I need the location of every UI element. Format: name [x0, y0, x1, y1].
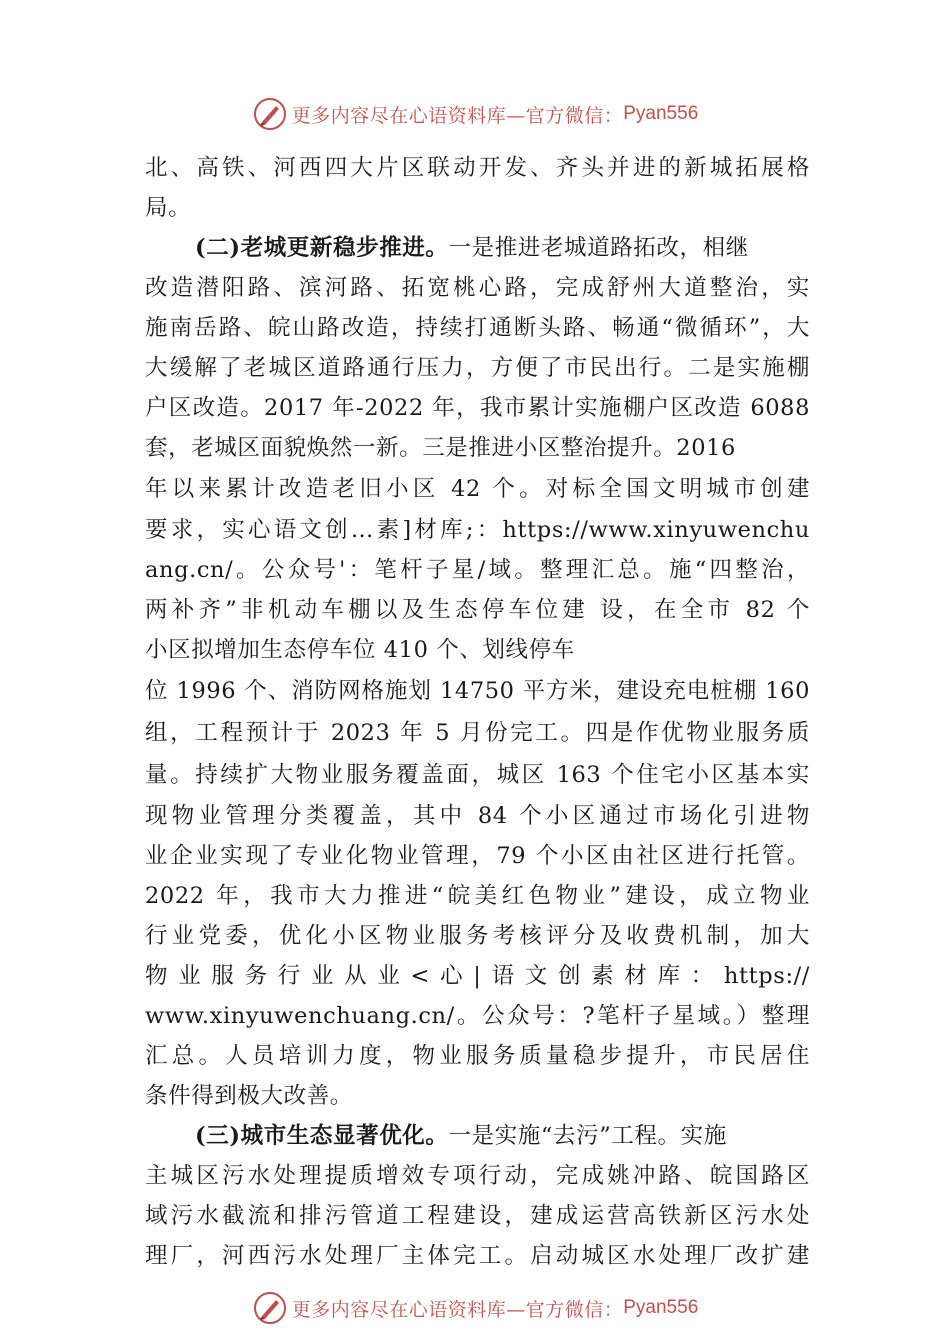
banner-text: 更多内容尽在心语资料库—官方微信：	[291, 104, 624, 127]
paragraph-line: 条件得到极大改善。	[145, 1083, 353, 1109]
header-banner	[0, 94, 950, 134]
paragraph-line: 位 1996 个、消防网格施划 14750 平方米，建设充电桩棚 160	[145, 678, 810, 704]
paragraph-line: 大缓解了老城区道路通行压力，方便了市民出行。二是实施棚	[145, 355, 810, 381]
paragraph-line: 小区拟增加生态停车位 410 个、划线停车	[145, 637, 575, 663]
paragraph-line: 物业服务行业从业<心|语文创素材库：https://	[145, 963, 810, 989]
document-body	[145, 148, 810, 1276]
paragraph-line: 现物业管理分类覆盖，其中 84 个小区通过市场化引进物	[145, 803, 810, 829]
paragraph-line: 北、高铁、河西四大片区联动开发、齐头并进的新城拓展格	[145, 155, 810, 181]
pen-logo-icon	[252, 96, 288, 132]
paragraph-line: 施南岳路、皖山路改造，持续打通断头路、畅通“微循环”，大	[145, 315, 810, 341]
paragraph-line: 组，工程预计于 2023 年 5 月份完工。四是作优物业服务质	[145, 720, 810, 746]
paragraph-line: 汇总。人员培训力度，物业服务质量稳步提升，市民居住	[145, 1043, 810, 1069]
paragraph-line: 行业党委，优化小区物业服务考核评分及收费机制，加大	[145, 923, 810, 949]
banner-text: 更多内容尽在心语资料库—官方微信：	[291, 1298, 624, 1321]
paragraph-line: 年以来累计改造老旧小区 42 个。对标全国文明城市创建	[145, 476, 810, 502]
wechat-id: Pyan556	[623, 1297, 699, 1318]
paragraph-line: 户区改造。2017 年-2022 年，我市累计实施棚户区改造 6088	[145, 395, 810, 421]
paragraph-text: 一是实施“去污”工程。实施	[448, 1123, 727, 1149]
paragraph-line: www.xinyuwenchuang.cn/。公众号：?笔杆子星域。）整理	[145, 1003, 810, 1029]
paragraph-line: 改造潜阳路、滨河路、拓宽桃心路，完成舒州大道整治，实	[145, 275, 810, 301]
section-heading: (三)城市生态显著优化。	[195, 1123, 449, 1149]
paragraph-line: 2022 年，我市大力推进“皖美红色物业”建设，成立物业	[145, 883, 810, 909]
section-heading: (二)老城更新稳步推进。	[195, 235, 449, 261]
paragraph-line: 主城区污水处理提质增效专项行动，完成姚冲路、皖国路区	[145, 1163, 810, 1189]
paragraph-line: ang.cn/。公众号'：笔杆子星/域。整理汇总。施“四整治，	[145, 557, 810, 583]
paragraph-line: 套，老城区面貌焕然一新。三是推进小区整治提升。2016	[145, 435, 736, 461]
paragraph-line: 局。	[145, 195, 192, 221]
paragraph-text: 一是推进老城道路拓改，相继	[448, 235, 749, 261]
paragraph-line: 要求，实心语文创…素]材库;：https://www.xinyuwenchu	[145, 517, 810, 543]
paragraph-line: 域污水截流和排污管道工程建设，建成运营高铁新区污水处	[145, 1203, 810, 1229]
footer-banner	[0, 1288, 950, 1328]
section-line	[145, 1116, 810, 1156]
section-line	[145, 228, 810, 268]
pen-logo-icon	[252, 1290, 288, 1326]
paragraph-line: 两补齐”非机动车棚以及生态停车位建 设，在全市 82 个	[145, 597, 810, 623]
paragraph-line: 量。持续扩大物业服务覆盖面，城区 163 个住宅小区基本实	[145, 762, 810, 788]
wechat-id: Pyan556	[623, 103, 699, 124]
paragraph-line: 业企业实现了专业化物业管理，79 个小区由社区进行托管。	[145, 843, 810, 869]
paragraph-line: 理厂，河西污水处理厂主体完工。启动城区水处理厂改扩建	[145, 1243, 810, 1269]
